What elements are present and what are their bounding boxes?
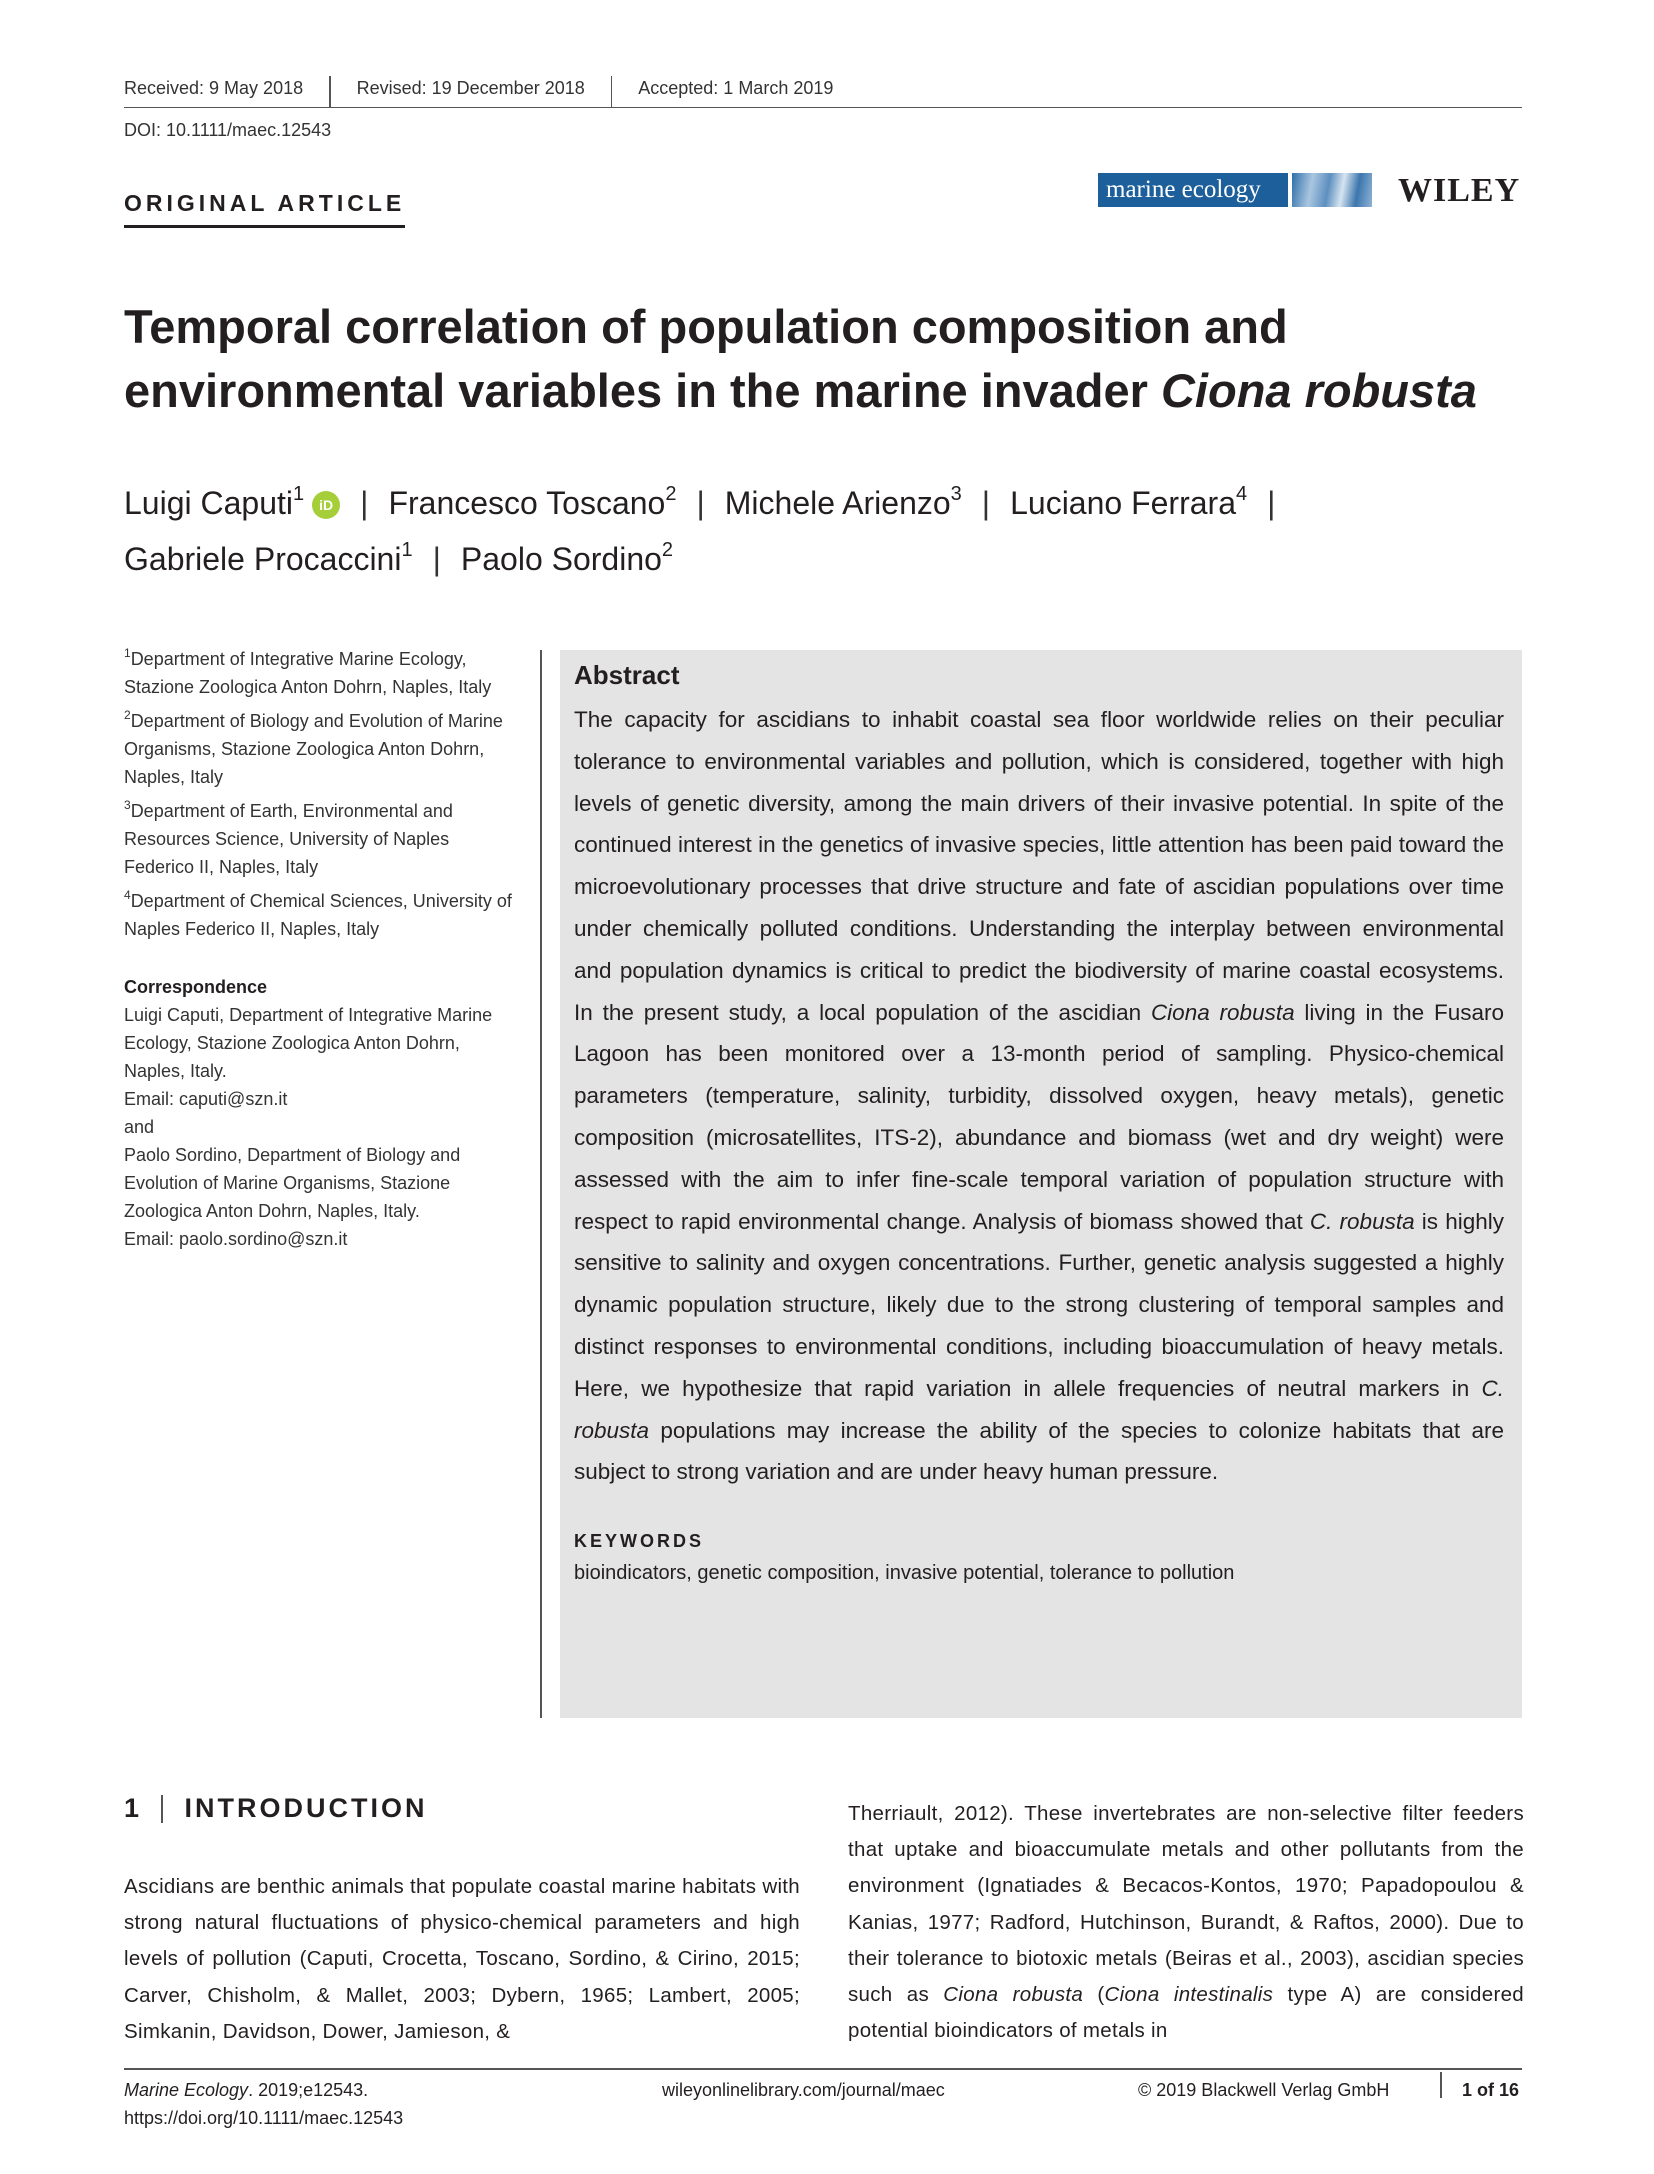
- abstract-segment: living in the Fusaro Lagoon has been monitored over a 13-month period of sampling. Physico-chemical parameters (temperature, salinity, turbidity, dissolved oxygen, heavy metals), genetic composition (microsatellites, ITS-2), abundance and biomass (wet and dry weight) were assessed with the aim to infer fine-scale temporal variation of population structure with respect to rapid environmental change. Analysis of biomass showed that: [574, 999, 1505, 1234]
- received-date: Received: 9 May 2018: [124, 78, 304, 98]
- article-type: ORIGINAL ARTICLE: [124, 190, 405, 228]
- author-affiliation-number: 1: [293, 483, 305, 505]
- journal-logo-text: marine ecology: [1098, 173, 1288, 207]
- date-divider: [611, 76, 613, 108]
- intro-segment: type A) are considered potential bioindicators of metals in: [848, 1983, 1524, 2043]
- author[interactable]: [124, 485, 340, 521]
- intro-segment: Therriault, 2012). These invertebrates are non-selective filter feeders that uptake and bioaccumulate metals and other pollutants from the environment (Ignatiades & Becacos-Kontos, 1970; Papadopoulou & Kanias, 1977; Radford, Hutchinson, Burandt, & Raftos, 2000). Due to their tolerance to biotoxic metals (Beiras et al., 2003), ascidian species such as: [848, 1802, 1524, 2007]
- author-separator: |: [360, 485, 369, 521]
- accepted-date: Accepted: 1 March 2019: [638, 78, 834, 98]
- author-name: Francesco Toscano: [388, 485, 666, 521]
- footer-copyright: © 2019 Blackwell Verlag GmbH: [1138, 2080, 1390, 2100]
- doi[interactable]: DOI: 10.1111/maec.12543: [124, 120, 332, 140]
- footer-rule: [124, 2068, 1522, 2070]
- author-name: Gabriele Procaccini: [124, 541, 402, 577]
- correspondence-email[interactable]: Email: paolo.sordino@szn.it: [124, 1229, 348, 1249]
- section-heading-introduction: [124, 1793, 428, 1824]
- author-affiliation-number: 2: [661, 539, 674, 561]
- abstract-heading: Abstract: [574, 660, 680, 690]
- author[interactable]: [725, 485, 962, 521]
- abstract-segment: is highly sensitive to salinity and oxygen concentrations. Further, genetic analysis suggested a highly dynamic population structure, likely due to the strong clustering of temporal samples and distinct responses to environmental conditions, including bioaccumulation of heavy metals. Here, we hypothesize that rapid variation in allele frequencies of neutral markers in: [574, 1208, 1504, 1401]
- title-species: Ciona robusta: [1160, 364, 1477, 417]
- intro-column-right: [848, 1796, 1524, 2049]
- affiliation-text: Department of Integrative Marine Ecology, Stazione Zoologica Anton Dohrn, Naples, Italy: [124, 649, 492, 697]
- affiliation-number: 3: [124, 798, 131, 812]
- affiliation: [124, 887, 514, 943]
- author-affiliation-number: 3: [950, 483, 962, 505]
- author-name: Michele Arienzo: [724, 485, 951, 521]
- revised-date: Revised: 19 December 2018: [356, 78, 585, 98]
- affiliation-text: Department of Biology and Evolution of Marine Organisms, Stazione Zoologica Anton Dohrn, Naples, Italy: [124, 711, 503, 787]
- author[interactable]: [1010, 485, 1247, 521]
- author-affiliation-number: 2: [665, 483, 677, 505]
- author-separator: |: [981, 485, 991, 521]
- abstract-box: [560, 650, 1522, 1718]
- author-separator: |: [1267, 485, 1276, 521]
- abstract-segment: populations may increase the ability of the species to colonize habitats that are subject to strong variation and are under heavy human pressure.: [574, 1417, 1504, 1485]
- author-separator: |: [696, 485, 705, 521]
- affiliation-number: 4: [124, 888, 131, 902]
- intro-column-left: Ascidians are benthic animals that populate coastal marine habitats with strong natural fluctuations of physico-chemical parameters and high levels of pollution (Caputi, Crocetta, Toscano, Sordino, & Cirino, 2015; Carver, Chisholm, & Mallet, 2003; Dybern, 1965; Lambert, 2005; Simkanin, Davidson, Dower, Jamieson, &: [124, 1875, 800, 2043]
- affiliation: [124, 797, 514, 881]
- article-title: [124, 295, 1524, 423]
- column-divider: [540, 650, 542, 1718]
- abstract-species: C. robusta: [1309, 1208, 1415, 1234]
- author-name: Luigi Caputi: [124, 485, 293, 521]
- affiliation-text: Department of Earth, Environmental and Resources Science, University of Naples Federico II, Naples, Italy: [124, 801, 453, 877]
- author-list: [124, 475, 1524, 587]
- correspondence-heading: Correspondence: [124, 977, 268, 997]
- author[interactable]: [461, 541, 673, 577]
- footer-citation-text: . 2019;e12543.: [248, 2080, 369, 2100]
- abstract-species: C. robusta: [574, 1375, 1504, 1443]
- title-text: Temporal correlation of population composition and environmental variables in the marine invader: [124, 300, 1288, 417]
- publication-dates: [124, 76, 1522, 108]
- abstract-segment: The capacity for ascidians to inhabit coastal sea floor worldwide relies on their peculiar tolerance to environmental variables and pollution, which is considered, together with high levels of genetic diversity, among the main drivers of their invasive potential. In spite of the continued interest in the genetics of invasive species, little attention has been paid toward the microevolutionary processes that drive structure and fate of ascidian populations over time under chemically polluted conditions. Understanding the interplay between environmental and population dynamics is critical to predict the biodiversity of marine coastal ecosystems. In the present study, a local population of the ascidian: [574, 707, 1504, 1025]
- footer-journal-name: Marine Ecology: [124, 2080, 249, 2100]
- author[interactable]: [124, 541, 413, 577]
- correspondence-and: and: [124, 1117, 155, 1137]
- publisher-logo: WILEY: [1398, 172, 1521, 209]
- journal-logo-image: [1292, 173, 1372, 207]
- section-divider: [161, 1795, 163, 1823]
- footer-divider: [1440, 2072, 1442, 2098]
- affiliation-number: 1: [124, 646, 131, 660]
- keywords-heading: KEYWORDS: [574, 1531, 705, 1552]
- correspondence-email[interactable]: Email: caputi@szn.it: [124, 1089, 288, 1109]
- author-separator: |: [432, 541, 441, 577]
- affiliation-text: Department of Chemical Sciences, University of Naples Federico II, Naples, Italy: [124, 891, 512, 939]
- affiliations-sidebar: [124, 645, 514, 1253]
- page-number: 1 of 16: [1462, 2080, 1520, 2100]
- abstract-text: [574, 699, 1504, 1493]
- date-divider: [329, 76, 331, 108]
- keywords-text: bioindicators, genetic composition, invasive potential, tolerance to pollution: [574, 1562, 1235, 1585]
- footer-doi-link[interactable]: https://doi.org/10.1111/maec.12543: [124, 2108, 404, 2128]
- section-title: INTRODUCTION: [184, 1793, 428, 1823]
- author-affiliation-number: 1: [401, 539, 413, 561]
- intro-species: Ciona robusta: [943, 1983, 1084, 2007]
- correspondence-person: Paolo Sordino, Department of Biology and Evolution of Marine Organisms, Stazione Zoologica Anton Dohrn, Naples, Italy.: [124, 1145, 461, 1221]
- author[interactable]: [388, 485, 676, 521]
- author-name: Luciano Ferrara: [1010, 485, 1236, 521]
- section-number: 1: [124, 1793, 140, 1823]
- journal-logo: [1098, 173, 1372, 207]
- orcid-icon[interactable]: iD: [312, 491, 340, 519]
- intro-segment: (: [1083, 1983, 1105, 2007]
- affiliation-number: 2: [124, 708, 131, 722]
- abstract-species: Ciona robusta: [1150, 999, 1295, 1025]
- affiliation: [124, 707, 514, 791]
- author-name: Paolo Sordino: [460, 541, 662, 577]
- correspondence-person: Luigi Caputi, Department of Integrative Marine Ecology, Stazione Zoologica Anton Dohrn, Naples, Italy.: [124, 1005, 493, 1081]
- footer-citation: [124, 2076, 403, 2132]
- intro-species: Ciona intestinalis: [1104, 1983, 1274, 2007]
- footer-journal-url[interactable]: wileyonlinelibrary.com/journal/maec: [662, 2080, 945, 2100]
- affiliation: [124, 645, 514, 701]
- author-affiliation-number: 4: [1235, 483, 1248, 505]
